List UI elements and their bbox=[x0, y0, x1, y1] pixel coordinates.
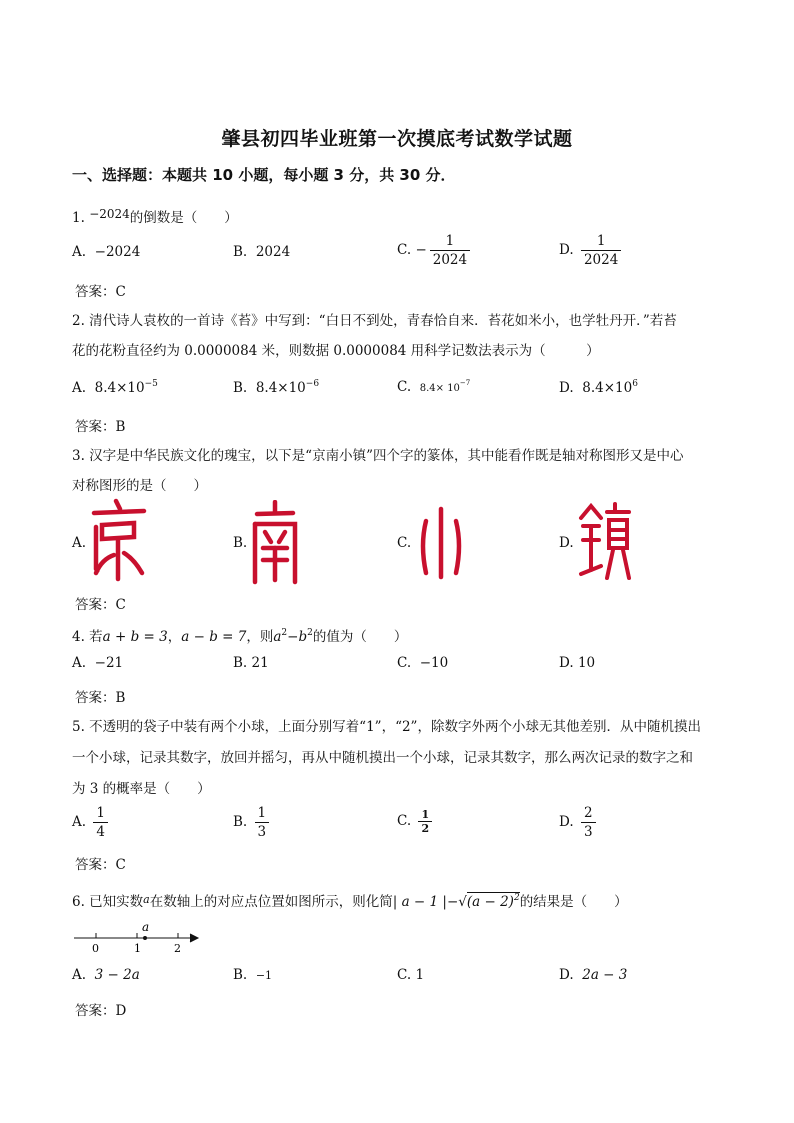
q1-expression: −2024 bbox=[89, 207, 130, 221]
seal-glyph-xiao bbox=[416, 505, 466, 585]
q3-option-d-label[interactable]: D. bbox=[559, 535, 574, 551]
seal-jing-icon bbox=[88, 497, 148, 585]
point-label-a: a bbox=[142, 920, 150, 934]
seal-nan-icon bbox=[249, 500, 301, 586]
q2-answer: 答案：B bbox=[75, 419, 126, 435]
question-5-stem-line1: 5. 不透明的袋子中装有两个小球，上面分别写着“1”，“2”，除数字外两个小球无其他差别．从中随机摸出 bbox=[72, 719, 701, 735]
number-line-diagram bbox=[72, 918, 202, 958]
point-a bbox=[143, 936, 147, 940]
tick-label-0: 0 bbox=[92, 942, 99, 955]
section-heading: 一、选择题：本题共 10 小题，每小题 3 分，共 30 分． bbox=[72, 166, 456, 184]
question-5-stem-line3: 为 3 的概率是（ ） bbox=[72, 781, 211, 797]
q5-b-fraction: $\frac{1}{3}$ bbox=[255, 804, 270, 841]
question-2-stem-line2: 花的花粉直径约为 0.0000084 米，则数据 0.0000084 用科学记数法表示为（ ） bbox=[72, 343, 600, 359]
question-1-stem: 1. −2024的倒数是（ ） bbox=[72, 207, 238, 226]
q4-option-a[interactable]: A. −21 bbox=[72, 655, 124, 671]
q2-option-a[interactable]: A. $8.4\times 10^{-5}$ bbox=[72, 379, 158, 396]
q5-option-c[interactable]: C. $\frac{1}{2}$ bbox=[397, 808, 432, 835]
q1-option-a[interactable]: A. −2024 bbox=[72, 244, 141, 260]
q6-option-b[interactable]: B. −1 bbox=[233, 967, 273, 983]
question-4-stem: 4. 若a + b = 3，a − b = 7，则$a^2-b^2$的值为（ ） bbox=[72, 628, 408, 645]
q1-option-c[interactable]: C. − $\frac{1}{2024}$ bbox=[397, 232, 470, 269]
seal-glyph-zhen bbox=[577, 500, 633, 588]
q5-option-d[interactable]: D. $\frac{2}{3}$ bbox=[559, 804, 596, 841]
sqrt-icon: √ bbox=[458, 894, 467, 910]
question-2-stem-line1: 2. 清代诗人袁枚的一首诗《苔》中写到：“白日不到处，青春恰自来．苔花如米小，也学牡丹开．”若苔 bbox=[72, 313, 677, 329]
q1-option-d[interactable]: D. $\frac{1}{2024}$ bbox=[559, 232, 621, 269]
q4-option-c[interactable]: C. −10 bbox=[397, 655, 449, 671]
q6-option-c[interactable]: C. 1 bbox=[397, 967, 425, 983]
q4-eq2: a − b = 7 bbox=[181, 629, 247, 645]
q5-answer: 答案：C bbox=[75, 857, 126, 873]
q6-answer: 答案：D bbox=[75, 1003, 127, 1019]
q4-answer: 答案：B bbox=[75, 690, 126, 706]
q2-option-b[interactable]: B. $8.4\times 10^{-6}$ bbox=[233, 379, 320, 396]
q4-option-b[interactable]: B. 21 bbox=[233, 655, 269, 671]
number-line bbox=[72, 918, 202, 962]
q1-answer: 答案：C bbox=[75, 284, 126, 300]
question-6-stem: 6. 已知实数$^a$在数轴上的对应点位置如图所示，则化简| a − 1 $|-√(a - 2)^2$的结果是（ ） bbox=[72, 893, 628, 910]
q4-option-d[interactable]: D. 10 bbox=[559, 655, 596, 671]
q1-d-fraction: $\frac{1}{2024}$ bbox=[581, 232, 621, 269]
seal-zhen-icon bbox=[577, 500, 633, 584]
tick-label-2: 2 bbox=[174, 942, 181, 955]
q3-option-b-label[interactable]: B. bbox=[233, 535, 248, 551]
q2-option-d[interactable]: D. $8.4\times 10^6$ bbox=[559, 379, 638, 396]
exam-title: 肇县初四毕业班第一次摸底考试数学试题 bbox=[221, 128, 573, 150]
question-3-stem-line1: 3. 汉字是中华民族文化的瑰宝，以下是“京南小镇”四个字的篆体，其中能看作既是轴对称图形又是中心 bbox=[72, 448, 684, 464]
q5-option-a[interactable]: A. $\frac{1}{4}$ bbox=[72, 804, 108, 841]
q6-option-a[interactable]: A. 3 − 2a bbox=[72, 967, 140, 983]
tick-label-1: 1 bbox=[134, 942, 141, 955]
q3-option-c-label[interactable]: C. bbox=[397, 535, 412, 551]
q4-eq1: a + b = 3 bbox=[102, 629, 168, 645]
q5-option-b[interactable]: B. $\frac{1}{3}$ bbox=[233, 804, 269, 841]
q3-answer: 答案：C bbox=[75, 597, 126, 613]
q5-d-fraction: $\frac{2}{3}$ bbox=[581, 804, 596, 841]
q5-c-fraction: $\frac{1}{2}$ bbox=[418, 808, 432, 835]
q5-a-fraction: $\frac{1}{4}$ bbox=[93, 804, 108, 841]
q3-option-a-label[interactable]: A. bbox=[72, 535, 87, 551]
seal-glyph-nan bbox=[249, 500, 301, 590]
question-5-stem-line2: 一个小球，记录其数字，放回并摇匀，再从中随机摸出一个小球，记录其数字，那么两次记录的数字之和 bbox=[72, 750, 693, 766]
q6-abs-expression: | a − 1 | bbox=[392, 894, 447, 910]
q6-root-expression: $(a - 2)^2$ bbox=[466, 893, 520, 910]
q2-option-c[interactable]: C. $8.4\times 10^{-7}$ bbox=[397, 379, 471, 395]
q1-c-fraction: $\frac{1}{2024}$ bbox=[430, 232, 470, 269]
question-3-stem-line2: 对称图形的是（ ） bbox=[72, 478, 207, 494]
q1-option-b[interactable]: B. 2024 bbox=[233, 244, 291, 260]
seal-glyph-jing bbox=[88, 497, 148, 589]
seal-xiao-icon bbox=[416, 505, 466, 581]
arrow-icon bbox=[190, 934, 198, 942]
q6-option-d[interactable]: D. 2a − 3 bbox=[559, 967, 628, 983]
